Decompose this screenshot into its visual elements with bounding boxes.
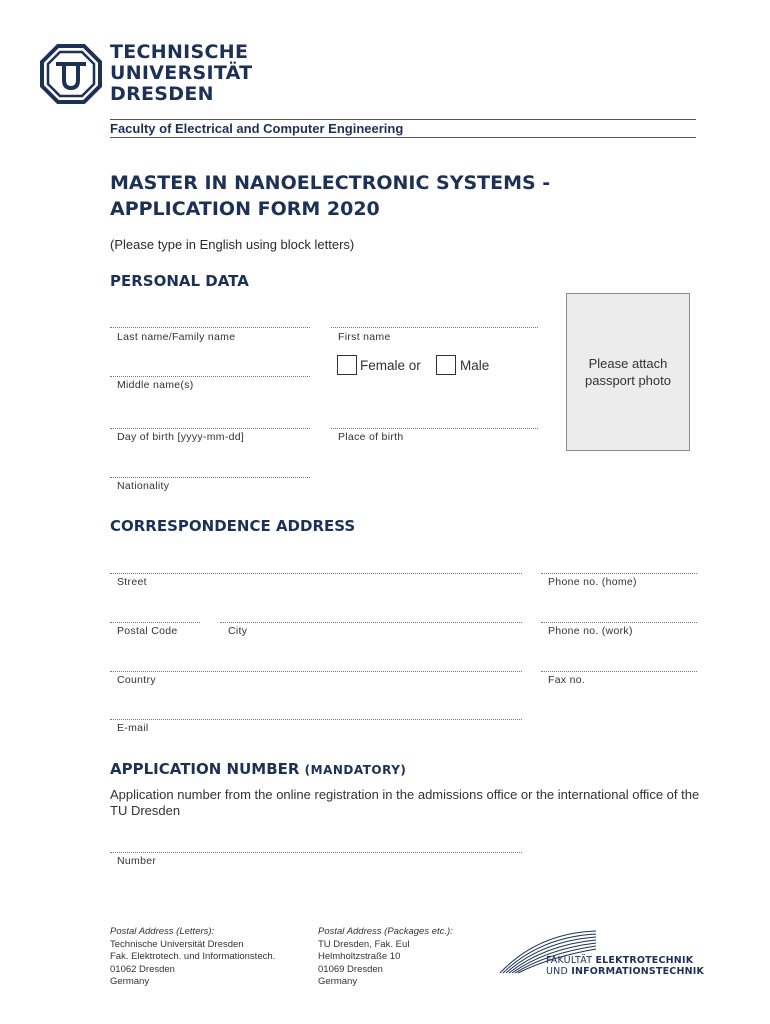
nationality-label: Nationality [117, 480, 170, 492]
form-title [110, 170, 550, 222]
female-checkbox[interactable] [337, 355, 357, 375]
postal-code-field[interactable] [110, 622, 200, 623]
postal-packages-line: Germany [318, 976, 358, 987]
last-name-label: Last name/Family name [117, 331, 236, 343]
application-number-field[interactable] [110, 852, 522, 853]
first-name-label: First name [338, 331, 391, 343]
personal-data-heading: PERSONAL DATA [110, 272, 249, 290]
dob-label: Day of birth [yyyy-mm-dd] [117, 431, 245, 443]
country-field[interactable] [110, 671, 522, 672]
header-rule-bottom [110, 137, 696, 138]
phone-home-field[interactable] [541, 573, 697, 574]
correspondence-address-heading: CORRESPONDENCE ADDRESS [110, 517, 356, 535]
passport-photo-box [566, 293, 690, 451]
postal-letters-line: Fak. Elektrotech. und Informationstech. [110, 951, 276, 962]
phone-home-label: Phone no. (home) [548, 576, 637, 588]
application-number-heading [110, 760, 406, 778]
phone-work-label: Phone no. (work) [548, 625, 633, 637]
female-label: Female or [360, 358, 421, 373]
last-name-field[interactable] [110, 327, 310, 328]
university-name-line: TECHNISCHE [110, 41, 249, 63]
postal-packages-line: 01069 Dresden [318, 963, 383, 975]
faculty-name: Faculty of Electrical and Computer Engineering [110, 121, 404, 136]
street-label: Street [117, 576, 147, 588]
city-field[interactable] [220, 622, 522, 623]
application-number-mandatory: (MANDATORY) [304, 763, 407, 777]
faculty-logo-part: FAKULTÄT [546, 955, 596, 966]
nationality-field[interactable] [110, 477, 310, 478]
application-number-label: Number [117, 855, 157, 867]
faculty-logo-text [546, 955, 704, 977]
country-label: Country [117, 674, 156, 686]
university-name-line: DRESDEN [110, 83, 214, 105]
fax-label: Fax no. [548, 674, 586, 686]
university-name-line: UNIVERSITÄT [110, 62, 253, 84]
street-field[interactable] [110, 573, 522, 574]
postal-address-packages [318, 926, 453, 989]
application-number-heading-text: APPLICATION NUMBER [110, 760, 300, 778]
form-title-line: MASTER IN NANOELECTRONIC SYSTEMS - [110, 172, 551, 194]
postal-letters-line: Germany [110, 976, 150, 987]
header-rule-top [110, 119, 696, 120]
place-of-birth-label: Place of birth [338, 431, 404, 443]
application-number-description: Application number from the online registration in the admissions office or the international office of the TU Dresden [110, 787, 700, 818]
postal-packages-heading: Postal Address (Packages etc.): [318, 926, 453, 937]
postal-letters-line: 01062 Dresden [110, 963, 175, 975]
tu-dresden-logo-icon [40, 44, 102, 104]
male-label: Male [460, 358, 490, 373]
email-field[interactable] [110, 719, 522, 720]
male-checkbox[interactable] [436, 355, 456, 375]
faculty-logo-line [546, 966, 704, 977]
middle-name-label: Middle name(s) [117, 379, 194, 391]
place-of-birth-field[interactable] [331, 428, 538, 429]
phone-work-field[interactable] [541, 622, 697, 623]
email-label: E-mail [117, 722, 149, 734]
faculty-logo-part-bold: ELEKTROTECHNIK [595, 955, 694, 966]
dob-field[interactable] [110, 428, 310, 429]
university-name [110, 42, 252, 105]
form-instructions: (Please type in English using block letters) [110, 237, 355, 252]
postal-packages-line: TU Dresden, Fak. EuI [318, 938, 410, 950]
form-title-line: APPLICATION FORM 2020 [110, 198, 380, 220]
passport-photo-text: Please attach passport photo [584, 356, 671, 388]
postal-code-label: Postal Code [117, 625, 178, 637]
postal-address-letters [110, 926, 275, 989]
postal-letters-line: Technische Universität Dresden [110, 938, 244, 950]
faculty-logo-line [546, 955, 704, 966]
faculty-logo-part-bold: INFORMATIONSTECHNIK [571, 966, 705, 977]
postal-packages-line: Helmholtzstraße 10 [318, 951, 401, 962]
fax-field[interactable] [541, 671, 697, 672]
postal-letters-heading: Postal Address (Letters): [110, 926, 215, 937]
faculty-logo-part: UND [546, 966, 572, 977]
middle-name-field[interactable] [110, 376, 310, 377]
first-name-field[interactable] [331, 327, 538, 328]
city-label: City [228, 625, 248, 637]
